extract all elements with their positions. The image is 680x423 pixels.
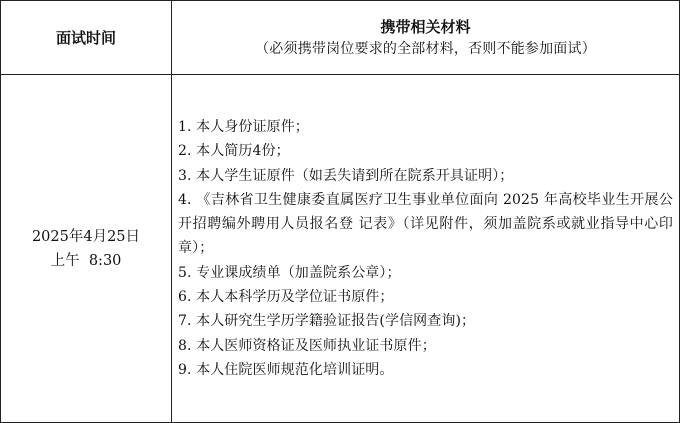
- list-item: 3. 本人学生证原件（如丢失请到所在院系开具证明）；: [178, 167, 514, 184]
- list-item: 7. 本人研究生学历学籍验证报告(学信网查询)；: [178, 313, 476, 330]
- header-materials-subtitle: （必须携带岗位要求的全部材料，否则不能参加面试）: [255, 40, 596, 57]
- header-materials-title: 携带相关材料: [380, 17, 471, 36]
- header-interview-time: 面试时间: [1, 1, 172, 75]
- list-item: 2. 本人简历4份；: [178, 143, 290, 160]
- list-item: 6. 本人本科学历及学位证书原件；: [178, 289, 394, 306]
- header-materials-cell: [172, 1, 680, 75]
- list-item: 9. 本人住院医师规范化培训证明。: [178, 361, 394, 378]
- table-row: [1, 75, 680, 423]
- interview-date: 2025年4月25日: [31, 228, 141, 245]
- list-item: 8. 本人医师资格证及医师执业证书原件；: [178, 337, 436, 354]
- list-item: 5. 专业课成绩单（加盖院系公章）；: [178, 264, 401, 281]
- materials-cell: [172, 75, 680, 423]
- list-item: 1. 本人身份证原件；: [178, 119, 309, 135]
- list-item: 4. 《吉林省卫生健康委直属医疗卫生事业单位面向 2025 年高校毕业生开展公开招聘编外聘用人员报名登 记表》（详见附件，须加盖院系或就业指导中心印章）；: [178, 191, 673, 257]
- interview-time-cell: [1, 75, 172, 423]
- materials-list: [178, 115, 673, 382]
- interview-clock-time: 上午 8:30: [50, 252, 122, 269]
- table-header-row: [1, 1, 680, 75]
